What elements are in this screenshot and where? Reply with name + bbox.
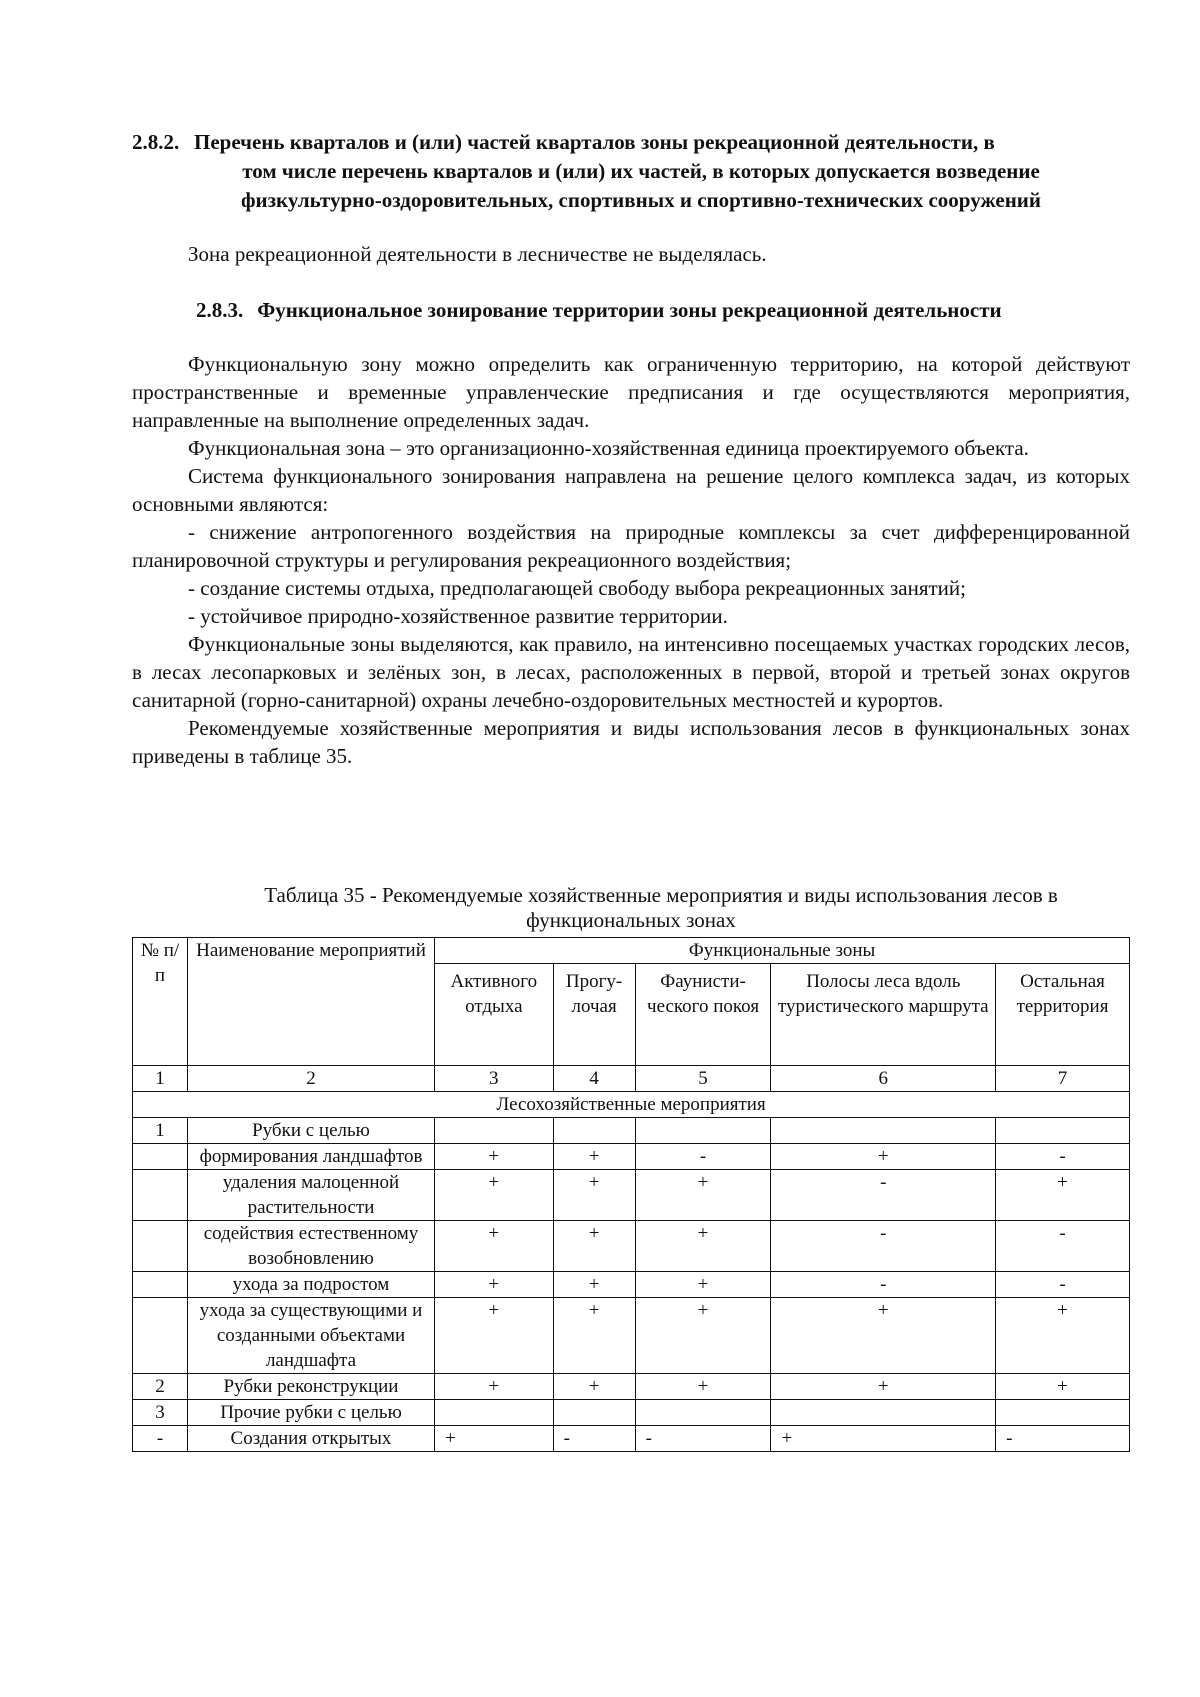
section-2-8-3-heading (196, 296, 1002, 324)
table-35 (132, 937, 1130, 1452)
cell-value: - (996, 1144, 1130, 1170)
cell-value: + (996, 1298, 1130, 1374)
row-num: 3 (133, 1400, 188, 1426)
cell-value: + (771, 1144, 996, 1170)
table-row (133, 1272, 1130, 1298)
row-num: 1 (133, 1118, 188, 1144)
row-num (133, 1170, 188, 1221)
cell-value: - (553, 1426, 635, 1452)
cell-value: + (635, 1170, 771, 1221)
cell-value: + (435, 1426, 554, 1452)
cell-value: - (771, 1170, 996, 1221)
cell-value: + (996, 1170, 1130, 1221)
cell-value: + (553, 1374, 635, 1400)
paragraph: Функциональная зона – это организационно-хозяйственная единица проектируемого объекта. (188, 436, 1029, 460)
row-name: Рубки с целью (188, 1118, 435, 1144)
paragraph: Функциональную зону можно определить как ограниченную территорию, на которой действуют пространственные и временные управленческие предписания и где осуществляются мероприятия, направленные на выполнение определенных задач. (132, 352, 1130, 432)
paragraph: Функциональные зоны выделяются, как правило, на интенсивно посещаемых участках городских лесов, в лесах лесопарковых и зелёных зон, в лесах, расположенных в первой, второй и третьей зонах округов санитарной (горно-санитарной) охраны лечебно-оздоровительных местностей и курортов. (132, 632, 1130, 712)
cell-value: + (553, 1298, 635, 1374)
table-caption (132, 883, 1130, 933)
header-zones-group: Функциональные зоны (435, 938, 1130, 964)
header-name: Наименование мероприятий (188, 938, 435, 1066)
column-number: 7 (996, 1066, 1130, 1092)
list-item: - снижение антропогенного воздействия на природные комплексы за счет дифференцированной планировочной структуры и регулирования рекреационного воздействия; (132, 520, 1130, 572)
cell-value: + (553, 1170, 635, 1221)
table-header-row (133, 938, 1130, 964)
section-row (133, 1092, 1130, 1118)
heading-line-3: физкультурно-оздоровительных, спортивных и спортивно-технических сооружений (240, 188, 1041, 212)
column-number: 1 (133, 1066, 188, 1092)
section-number: 2.8.2. (132, 130, 180, 154)
row-num (133, 1144, 188, 1170)
cell-value: - (996, 1426, 1130, 1452)
section-2-8-2-heading (132, 128, 1132, 215)
cell-value: - (771, 1221, 996, 1272)
cell-value: - (996, 1272, 1130, 1298)
table-row (133, 1221, 1130, 1272)
row-name: формирования ландшафтов (188, 1144, 435, 1170)
header-zone-fauna: Фаунисти-ческого покоя (635, 964, 771, 1066)
cell-value (435, 1400, 554, 1426)
list-item: - устойчивое природно-хозяйственное развитие территории. (188, 604, 728, 628)
table-row (133, 1400, 1130, 1426)
cell-value (553, 1400, 635, 1426)
header-num: № п/п (133, 938, 188, 1066)
cell-value (996, 1400, 1130, 1426)
cell-value: - (771, 1272, 996, 1298)
cell-value: + (635, 1374, 771, 1400)
cell-value: - (635, 1144, 771, 1170)
cell-value (771, 1400, 996, 1426)
row-name: ухода за подростом (188, 1272, 435, 1298)
section-title-cell: Лесохозяйственные мероприятия (133, 1092, 1130, 1118)
column-numbers-row (133, 1066, 1130, 1092)
cell-value: + (553, 1144, 635, 1170)
cell-value: + (435, 1374, 554, 1400)
section-number: 2.8.3. (196, 298, 244, 322)
heading-line-2: том числе перечень кварталов и (или) их частей, в которых допускается возведение (242, 159, 1040, 183)
section-title: Функциональное зонирование территории зоны рекреационной деятельности (257, 298, 1002, 322)
cell-value (435, 1118, 554, 1144)
cell-value (996, 1118, 1130, 1144)
column-number: 5 (635, 1066, 771, 1092)
table-row (133, 1118, 1130, 1144)
header-zone-active: Активного отдыха (435, 964, 554, 1066)
cell-value (771, 1118, 996, 1144)
column-number: 6 (771, 1066, 996, 1092)
cell-value: + (771, 1426, 996, 1452)
table-row (133, 1170, 1130, 1221)
cell-value: + (771, 1298, 996, 1374)
table-row (133, 1298, 1130, 1374)
cell-value: + (996, 1374, 1130, 1400)
heading-line-1: Перечень кварталов и (или) частей кварталов зоны рекреационной деятельности, в (194, 130, 995, 154)
row-name: содействия естественному возобновлению (188, 1221, 435, 1272)
cell-value (635, 1400, 771, 1426)
row-name: Прочие рубки с целью (188, 1400, 435, 1426)
cell-value: + (435, 1272, 554, 1298)
row-num: 2 (133, 1374, 188, 1400)
caption-line-1: Таблица 35 - Рекомендуемые хозяйственные мероприятия и виды использования лесов в (264, 883, 1058, 907)
column-number: 4 (553, 1066, 635, 1092)
column-number: 2 (188, 1066, 435, 1092)
section-2-8-2-text: Зона рекреационной деятельности в лесничестве не выделялась. (188, 242, 767, 266)
row-name: удаления малоценной растительности (188, 1170, 435, 1221)
caption-line-2: функциональных зонах (526, 908, 736, 932)
cell-value: - (635, 1426, 771, 1452)
cell-value: + (553, 1272, 635, 1298)
cell-value: + (635, 1221, 771, 1272)
section-2-8-3-body (132, 350, 1130, 770)
table-row (133, 1426, 1130, 1452)
cell-value: + (635, 1272, 771, 1298)
cell-value: + (435, 1221, 554, 1272)
column-number: 3 (435, 1066, 554, 1092)
list-item: - создание системы отдыха, предполагающей свободу выбора рекреационных занятий; (188, 576, 966, 600)
row-num (133, 1272, 188, 1298)
cell-value: + (771, 1374, 996, 1400)
cell-value: + (635, 1298, 771, 1374)
paragraph: Система функционального зонирования направлена на решение целого комплекса задач, из которых основными являются: (132, 464, 1130, 516)
row-name: Рубки реконструкции (188, 1374, 435, 1400)
table-row (133, 1144, 1130, 1170)
header-zone-other: Остальная территория (996, 964, 1130, 1066)
cell-value: + (435, 1298, 554, 1374)
cell-value: + (435, 1144, 554, 1170)
row-num (133, 1298, 188, 1374)
table-row (133, 1374, 1130, 1400)
row-num: - (133, 1426, 188, 1452)
cell-value: + (553, 1221, 635, 1272)
paragraph: Рекомендуемые хозяйственные мероприятия и виды использования лесов в функциональных зонах приведены в таблице 35. (132, 716, 1130, 768)
cell-value (635, 1118, 771, 1144)
row-name: ухода за существующими и созданными объектами ландшафта (188, 1298, 435, 1374)
cell-value: - (996, 1221, 1130, 1272)
header-zone-route: Полосы леса вдоль туристического маршрута (771, 964, 996, 1066)
row-num (133, 1221, 188, 1272)
header-zone-walking: Прогу-лочая (553, 964, 635, 1066)
cell-value (553, 1118, 635, 1144)
cell-value: + (435, 1170, 554, 1221)
row-name: Создания открытых (188, 1426, 435, 1452)
